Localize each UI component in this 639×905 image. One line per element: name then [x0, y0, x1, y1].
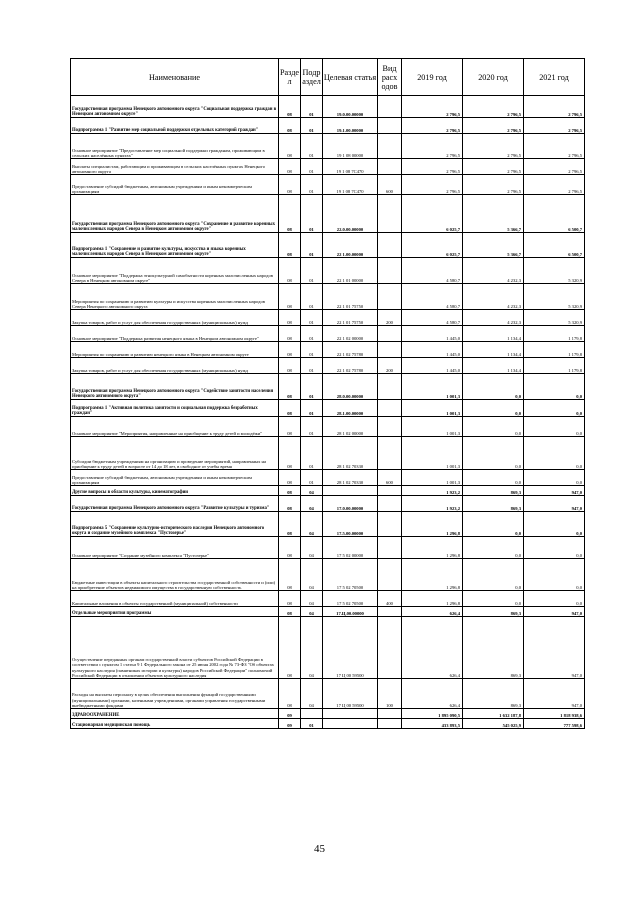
table-row	[71, 258, 585, 284]
row-razdel: 08	[279, 437, 301, 470]
table-row	[71, 175, 585, 195]
table-row	[71, 118, 585, 134]
row-2021: 0,0	[524, 374, 585, 400]
row-2019: 6 025,7	[402, 195, 463, 233]
row-expense-type: 200	[378, 358, 402, 374]
row-2021: 777 598,6	[524, 719, 585, 729]
row-2019: 626,4	[402, 607, 463, 617]
row-podrazdel: 01	[301, 258, 323, 284]
table-row	[71, 512, 585, 537]
row-name: Государственная программа Ненецкого автономного округа "Развитие культуры и туризма"	[71, 496, 279, 512]
row-2020: 2 796,5	[463, 118, 524, 134]
row-target-article: 28 1 02 70330	[323, 470, 378, 486]
table-row	[71, 96, 585, 118]
row-2019: 2 796,5	[402, 175, 463, 195]
row-2019: 6 025,7	[402, 233, 463, 258]
row-expense-type	[378, 559, 402, 591]
row-razdel: 08	[279, 559, 301, 591]
row-razdel: 08	[279, 96, 301, 118]
row-razdel: 08	[279, 175, 301, 195]
row-2019: 1 923,2	[402, 496, 463, 512]
row-podrazdel: 01	[301, 358, 323, 374]
row-2020: 4 232,3	[463, 310, 524, 326]
row-podrazdel: 01	[301, 195, 323, 233]
row-2021: 0,0	[524, 437, 585, 470]
row-name: Основное мероприятие "Поддержка развития ненецкого языка в Ненецком автономном округе"	[71, 326, 279, 342]
table-body	[71, 96, 585, 729]
table-row	[71, 233, 585, 258]
row-2021: 2 796,5	[524, 159, 585, 175]
row-expense-type	[378, 486, 402, 496]
row-name: Отдельные мероприятия программы	[71, 607, 279, 617]
row-razdel: 08	[279, 195, 301, 233]
row-razdel: 08	[279, 358, 301, 374]
row-2019: 1 296,8	[402, 512, 463, 537]
row-razdel: 08	[279, 134, 301, 159]
row-name: Основное мероприятие "Мероприятия, направленные на приобщение к труду детей и молодёжи"	[71, 417, 279, 437]
row-target-article: 17 5 02 70500	[323, 591, 378, 607]
row-expense-type	[378, 96, 402, 118]
table-row	[71, 134, 585, 159]
row-2021: 947,0	[524, 486, 585, 496]
row-name: Осуществление переданных органам государственной власти субъектов Российской Федерации в соответствии с пунктом 1 статьи 9 1 Федерального закона от 25 июня 2002 года № 73-ФЗ "Об объектах культурного наследия (памятниках истории и культуры) народов Российской Федерации" полномочий Российской Федерации в отношении объектов культурного наследия	[71, 617, 279, 679]
row-2020: 869,3	[463, 617, 524, 679]
row-target-article: 19 1 08 00000	[323, 134, 378, 159]
row-name: Субсидии бюджетным учреждениям на организацию и проведение мероприятий, направленных на приобщение к труду детей в возрасте от 14 до 18 лет, в свободное от учебы время	[71, 437, 279, 470]
row-2021: 0,0	[524, 417, 585, 437]
row-2021: 947,0	[524, 617, 585, 679]
row-2019: 2 796,5	[402, 159, 463, 175]
row-2021: 5 320,9	[524, 284, 585, 310]
row-razdel: 08	[279, 310, 301, 326]
row-2021: 2 796,5	[524, 96, 585, 118]
table-row	[71, 159, 585, 175]
row-expense-type	[378, 326, 402, 342]
row-name: Подпрограмма 1 "Активная политика занятости и социальная поддержка безработных граждан"	[71, 400, 279, 417]
row-expense-type	[378, 709, 402, 719]
row-name: Мероприятия по сохранению и развитию ненецкого языка в Ненецком автономном округе	[71, 342, 279, 358]
row-2020: 4 232,3	[463, 284, 524, 310]
row-razdel: 08	[279, 284, 301, 310]
header-2020: 2020 год	[463, 59, 524, 96]
row-2019: 4 580,7	[402, 310, 463, 326]
row-razdel: 08	[279, 342, 301, 358]
table-row	[71, 486, 585, 496]
row-expense-type: 400	[378, 591, 402, 607]
row-target-article: 22 1 01 00000	[323, 258, 378, 284]
row-2021: 2 796,5	[524, 118, 585, 134]
row-podrazdel: 01	[301, 134, 323, 159]
row-2021: 5 320,9	[524, 310, 585, 326]
row-razdel: 08	[279, 374, 301, 400]
row-target-article: 19 1 08 7С470	[323, 175, 378, 195]
row-2020: 869,3	[463, 607, 524, 617]
row-2020: 0,0	[463, 400, 524, 417]
row-expense-type: 600	[378, 175, 402, 195]
row-2021: 1 179,8	[524, 358, 585, 374]
row-name: Предоставление субсидий бюджетным, автономным учреждениям и иным некоммерческим организациям	[71, 175, 279, 195]
row-name: Выплаты специалистам, работающим и проживающим в сельских населённых пунктах Ненецкого автономного округа	[71, 159, 279, 175]
row-razdel: 08	[279, 496, 301, 512]
table-row	[71, 326, 585, 342]
row-2021: 6 500,7	[524, 195, 585, 233]
row-expense-type	[378, 284, 402, 310]
row-2019: 1 895 090,5	[402, 709, 463, 719]
row-2021: 2 796,5	[524, 175, 585, 195]
table-row	[71, 496, 585, 512]
row-expense-type	[378, 719, 402, 729]
row-2020: 0,0	[463, 437, 524, 470]
row-target-article: 22.0.00.00000	[323, 195, 378, 233]
table-row	[71, 470, 585, 486]
header-target-article: Целевая статья	[323, 59, 378, 96]
row-podrazdel: 04	[301, 617, 323, 679]
row-2021: 1 179,8	[524, 342, 585, 358]
row-razdel: 08	[279, 417, 301, 437]
table-row	[71, 679, 585, 709]
row-target-article	[323, 719, 378, 729]
row-2019: 433 893,5	[402, 719, 463, 729]
row-razdel: 09	[279, 719, 301, 729]
row-podrazdel: 04	[301, 559, 323, 591]
row-2019: 2 796,5	[402, 118, 463, 134]
row-2019: 1 001,3	[402, 400, 463, 417]
row-target-article: 28 1 02 70330	[323, 437, 378, 470]
row-target-article	[323, 709, 378, 719]
row-razdel: 08	[279, 537, 301, 559]
row-razdel: 08	[279, 258, 301, 284]
row-2019: 4 580,7	[402, 284, 463, 310]
row-podrazdel: 04	[301, 679, 323, 709]
row-target-article: 22 1 02 75780	[323, 358, 378, 374]
row-expense-type	[378, 607, 402, 617]
table-row	[71, 617, 585, 679]
table-row	[71, 437, 585, 470]
table-row	[71, 195, 585, 233]
row-razdel: 08	[279, 679, 301, 709]
row-expense-type: 100	[378, 679, 402, 709]
row-2019: 1 001,3	[402, 417, 463, 437]
row-2021: 1 179,8	[524, 326, 585, 342]
row-2020: 0,0	[463, 417, 524, 437]
row-2019: 1 296,8	[402, 591, 463, 607]
row-name: Государственная программа Ненецкого автономного округа "Социальная поддержка граждан в Ненецком автономном округе"	[71, 96, 279, 118]
row-name: Закупка товаров, работ и услуг для обеспечения государственных (муниципальных) нужд	[71, 310, 279, 326]
row-expense-type	[378, 233, 402, 258]
row-expense-type	[378, 617, 402, 679]
row-expense-type	[378, 374, 402, 400]
row-razdel: 08	[279, 607, 301, 617]
row-2020: 4 232,3	[463, 258, 524, 284]
row-name: Закупка товаров, работ и услуг для обеспечения государственных (муниципальных) нужд	[71, 358, 279, 374]
row-podrazdel: 01	[301, 342, 323, 358]
row-2020: 0,0	[463, 470, 524, 486]
row-target-article: 19.1.00.00000	[323, 118, 378, 134]
row-2019: 1 445,0	[402, 342, 463, 358]
row-expense-type	[378, 512, 402, 537]
row-podrazdel: 01	[301, 310, 323, 326]
table-row	[71, 342, 585, 358]
row-razdel: 08	[279, 512, 301, 537]
row-podrazdel: 01	[301, 326, 323, 342]
row-name: Мероприятия по сохранению и развитию культуры и искусства коренных малочисленных народов Севера Ненецкого автономного округа	[71, 284, 279, 310]
row-name: ЗДРАВООХРАНЕНИЕ	[71, 709, 279, 719]
row-razdel: 08	[279, 486, 301, 496]
table-row	[71, 559, 585, 591]
row-expense-type	[378, 437, 402, 470]
row-2020: 2 796,5	[463, 175, 524, 195]
row-podrazdel: 04	[301, 607, 323, 617]
row-2020: 2 796,5	[463, 134, 524, 159]
row-name: Подпрограмма 5 "Сохранение культурно-исторического наследия Ненецкого автономного округа и создание музейного комплекса "Пустозерье"	[71, 512, 279, 537]
row-podrazdel: 01	[301, 96, 323, 118]
row-name: Другие вопросы в области культуры, кинематографии	[71, 486, 279, 496]
row-2020: 0,0	[463, 512, 524, 537]
row-expense-type	[378, 342, 402, 358]
table-row	[71, 709, 585, 719]
row-2021: 0,0	[524, 470, 585, 486]
row-podrazdel: 01	[301, 470, 323, 486]
row-razdel: 08	[279, 591, 301, 607]
row-podrazdel: 01	[301, 417, 323, 437]
table-row	[71, 719, 585, 729]
row-razdel: 08	[279, 326, 301, 342]
row-2021: 0,0	[524, 559, 585, 591]
row-2020: 2 796,5	[463, 96, 524, 118]
row-expense-type	[378, 195, 402, 233]
row-2021: 1 818 938,6	[524, 709, 585, 719]
row-target-article: 19.0.00.00000	[323, 96, 378, 118]
row-name: Капитальные вложения в объекты государственной (муниципальной) собственности	[71, 591, 279, 607]
row-target-article	[323, 486, 378, 496]
row-2019: 1 296,8	[402, 559, 463, 591]
row-podrazdel: 04	[301, 591, 323, 607]
row-target-article: 22 1 01 75750	[323, 310, 378, 326]
row-podrazdel: 01	[301, 118, 323, 134]
row-name: Стационарная медицинская помощь	[71, 719, 279, 729]
row-name: Основное мероприятие "Создание музейного комплекса "Пустозерье"	[71, 537, 279, 559]
row-2020: 0,0	[463, 591, 524, 607]
row-target-article: 22 1 02 00000	[323, 326, 378, 342]
row-2020: 1 134,4	[463, 342, 524, 358]
row-2021: 0,0	[524, 591, 585, 607]
row-podrazdel: 01	[301, 719, 323, 729]
row-podrazdel: 01	[301, 284, 323, 310]
row-2020: 5 366,7	[463, 195, 524, 233]
row-2021: 947,0	[524, 607, 585, 617]
row-2019: 2 796,5	[402, 96, 463, 118]
row-razdel: 09	[279, 709, 301, 719]
row-razdel: 08	[279, 118, 301, 134]
header-2021: 2021 год	[524, 59, 585, 96]
row-expense-type	[378, 118, 402, 134]
row-2019: 2 796,5	[402, 134, 463, 159]
row-podrazdel: 01	[301, 374, 323, 400]
page-number: 45	[314, 843, 325, 855]
budget-table-sheet	[70, 58, 584, 729]
row-target-article: 19 1 08 7С470	[323, 159, 378, 175]
row-name: Расходы на выплаты персоналу в целях обеспечения выполнения функций государственными (муниципальными) органами, казенными учреждениями, органами управления государственными внебюджетными фондами	[71, 679, 279, 709]
row-2019: 1 001,3	[402, 374, 463, 400]
row-name: Подпрограмма 1 "Развитие мер социальной поддержки отдельных категорий граждан"	[71, 118, 279, 134]
row-podrazdel	[301, 709, 323, 719]
row-target-article: 22 1 01 75750	[323, 284, 378, 310]
row-expense-type	[378, 159, 402, 175]
table-row	[71, 400, 585, 417]
row-name: Основное мероприятие "Предоставление мер социальной поддержки гражданам, проживающим в сельских населённых пунктах"	[71, 134, 279, 159]
row-2019: 1 296,8	[402, 537, 463, 559]
row-2019: 1 445,0	[402, 358, 463, 374]
row-podrazdel: 04	[301, 486, 323, 496]
table-row	[71, 537, 585, 559]
row-razdel: 08	[279, 233, 301, 258]
row-target-article: 17.0.00.00000	[323, 496, 378, 512]
row-2019: 1 923,2	[402, 486, 463, 496]
row-expense-type: 200	[378, 310, 402, 326]
table-row	[71, 591, 585, 607]
row-2019: 1 445,0	[402, 326, 463, 342]
header-razdel: Разде л	[279, 59, 301, 96]
row-target-article: 17.5.00.00000	[323, 512, 378, 537]
row-target-article: 17.Ц.00.00000	[323, 607, 378, 617]
row-expense-type	[378, 258, 402, 284]
row-podrazdel: 04	[301, 537, 323, 559]
row-podrazdel: 04	[301, 512, 323, 537]
row-2020: 545 025,9	[463, 719, 524, 729]
row-razdel: 08	[279, 470, 301, 486]
header-podrazdel: Подр аздел	[301, 59, 323, 96]
row-expense-type: 600	[378, 470, 402, 486]
table-row	[71, 417, 585, 437]
row-name: Основное мероприятие "Поддержка этнокультурной самобытности коренных малочисленных народов Севера в Ненецком автономном округе"	[71, 258, 279, 284]
header-2019: 2019 год	[402, 59, 463, 96]
row-2021: 0,0	[524, 537, 585, 559]
row-podrazdel: 01	[301, 233, 323, 258]
row-podrazdel: 04	[301, 496, 323, 512]
row-expense-type	[378, 537, 402, 559]
row-2020: 869,3	[463, 679, 524, 709]
row-2020: 0,0	[463, 374, 524, 400]
table-row	[71, 607, 585, 617]
row-2021: 0,0	[524, 400, 585, 417]
row-target-article: 22 1.00.00000	[323, 233, 378, 258]
row-2020: 0,0	[463, 537, 524, 559]
row-target-article: 17 5 02 00000	[323, 537, 378, 559]
row-2020: 1 134,4	[463, 358, 524, 374]
row-target-article: 22 1 02 75780	[323, 342, 378, 358]
table-row	[71, 374, 585, 400]
row-name: Подпрограмма 1 "Сохранение и развитие культуры, искусства и языка коренных малочисленных народов Севера в Ненецком автономном округе"	[71, 233, 279, 258]
row-razdel: 08	[279, 159, 301, 175]
row-2020: 869,3	[463, 486, 524, 496]
row-name: Предоставление субсидий бюджетным, автономным учреждениям и иным некоммерческим организациям	[71, 470, 279, 486]
row-2021: 947,0	[524, 496, 585, 512]
row-name: Бюджетные инвестиции в объекты капитального строительства государственной собственности и (или) на приобретение объектов недвижимого имущества в государственную собственность	[71, 559, 279, 591]
row-2020: 0,0	[463, 559, 524, 591]
row-2019: 1 001,3	[402, 437, 463, 470]
row-name: Государственная программа Ненецкого автономного округа "Содействие занятости населения Ненецкого автономного округа"	[71, 374, 279, 400]
row-2021: 5 320,9	[524, 258, 585, 284]
header-expense-type: Вид расх одов	[378, 59, 402, 96]
header-row	[71, 59, 585, 96]
row-podrazdel: 01	[301, 437, 323, 470]
row-target-article: 28.1.00.00000	[323, 400, 378, 417]
row-2020: 2 796,5	[463, 159, 524, 175]
row-target-article: 28.0.00.00000	[323, 374, 378, 400]
row-2019: 1 001,3	[402, 470, 463, 486]
row-2019: 626,4	[402, 617, 463, 679]
row-target-article: 28 1 02 00000	[323, 417, 378, 437]
row-expense-type	[378, 400, 402, 417]
row-2020: 1 632 187,8	[463, 709, 524, 719]
row-2020: 1 134,4	[463, 326, 524, 342]
row-target-article: 17 5 02 70500	[323, 559, 378, 591]
header-name: Наименование	[71, 59, 279, 96]
row-expense-type	[378, 417, 402, 437]
row-2021: 0,0	[524, 512, 585, 537]
row-podrazdel: 01	[301, 400, 323, 417]
table-row	[71, 358, 585, 374]
row-podrazdel: 01	[301, 159, 323, 175]
row-2020: 5 366,7	[463, 233, 524, 258]
row-2019: 626,4	[402, 679, 463, 709]
row-expense-type	[378, 134, 402, 159]
row-2021: 6 500,7	[524, 233, 585, 258]
row-expense-type	[378, 496, 402, 512]
row-2019: 4 580,7	[402, 258, 463, 284]
row-target-article: 17 Ц 00 59500	[323, 617, 378, 679]
budget-table	[70, 58, 585, 729]
row-2020: 869,3	[463, 496, 524, 512]
row-2021: 2 796,5	[524, 134, 585, 159]
row-razdel: 08	[279, 400, 301, 417]
row-name: Государственная программа Ненецкого автономного округа "Сохранение и развитие коренных малочисленных народов Севера в Ненецком автономном округе"	[71, 195, 279, 233]
table-row	[71, 310, 585, 326]
row-razdel: 08	[279, 617, 301, 679]
table-row	[71, 284, 585, 310]
row-podrazdel: 01	[301, 175, 323, 195]
row-2021: 947,0	[524, 679, 585, 709]
row-target-article: 17 Ц 00 59500	[323, 679, 378, 709]
